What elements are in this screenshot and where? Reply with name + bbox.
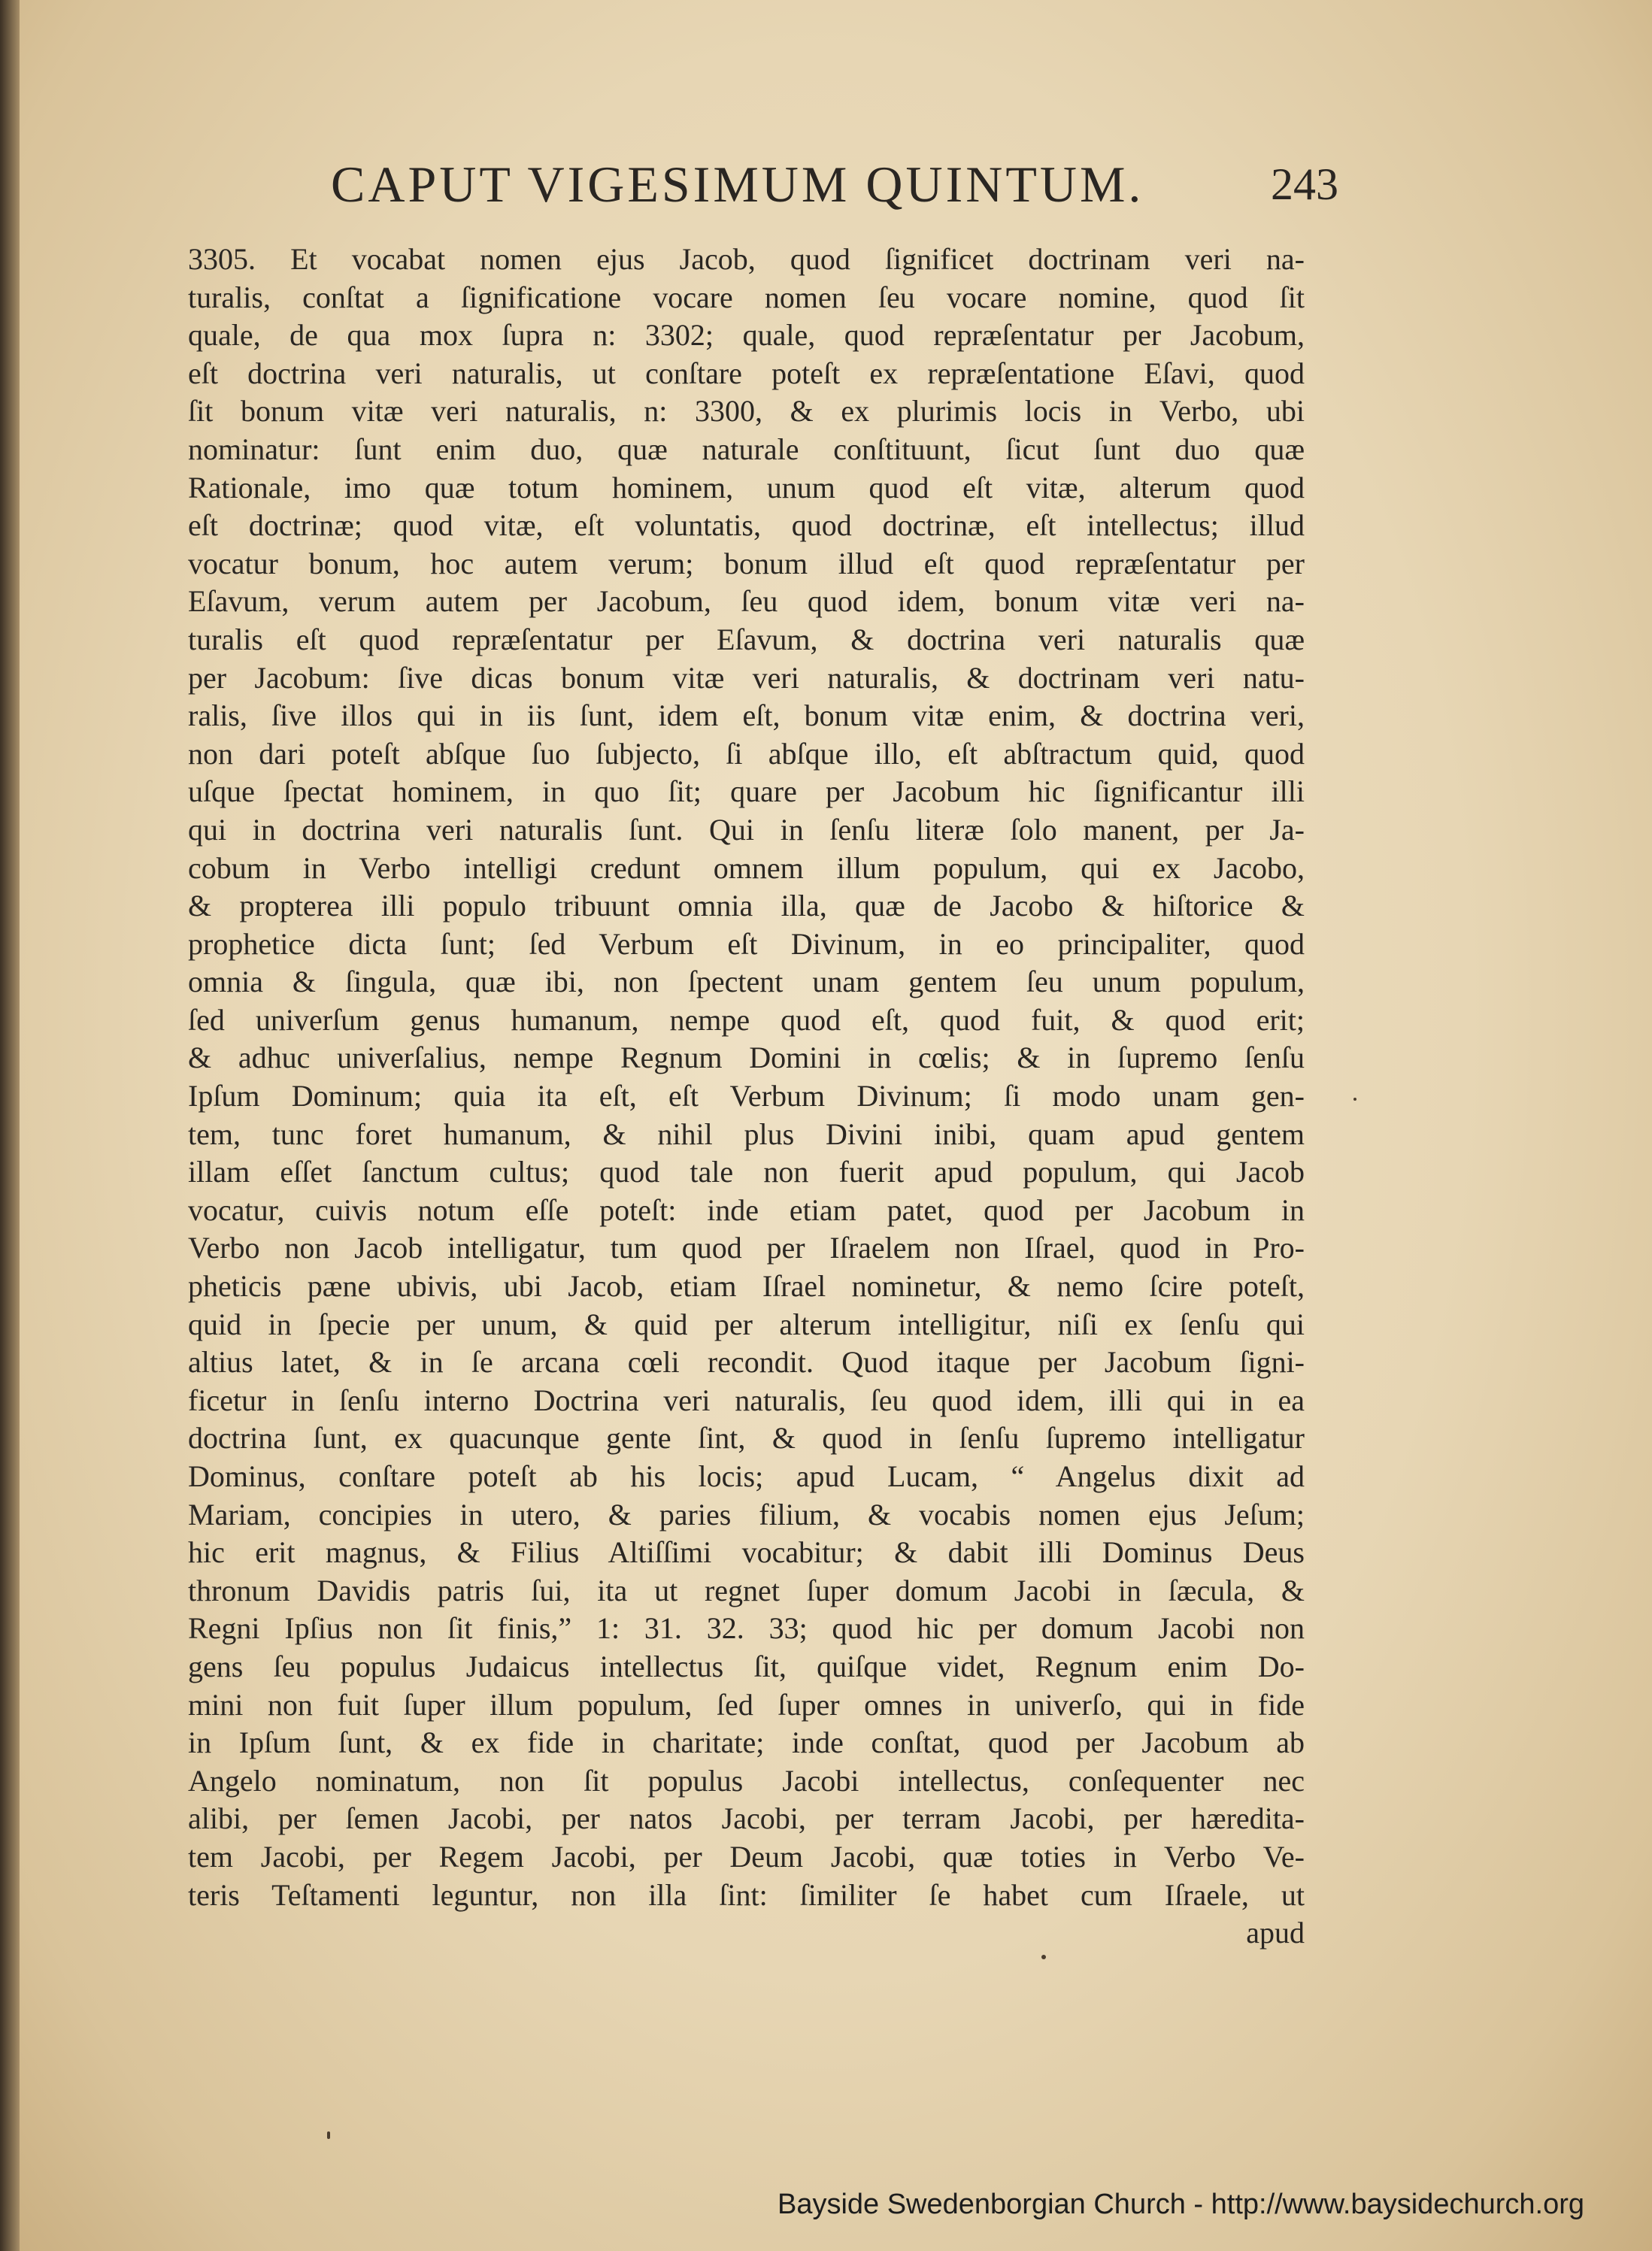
body-text	[188, 241, 1305, 1953]
paper-speck	[1353, 1098, 1356, 1101]
text-line: ſed univerſum genus humanum, nempe quod eſt, quod fuit, & quod erit;	[188, 1002, 1305, 1037]
paper-speck	[327, 2131, 330, 2139]
text-line: teris Teſtamenti leguntur, non illa ſint: ſimiliter ſe habet cum Iſraele, ut	[188, 1877, 1305, 1912]
text-line: Mariam, concipies in utero, & paries filium, & vocabis nomen ejus Jeſum;	[188, 1497, 1305, 1531]
text-line: turalis, conſtat a ſignificatione vocare nomen ſeu vocare nomine, quod ſit	[188, 280, 1305, 314]
text-line: Angelo nominatum, non ſit populus Jacobi intellectus, conſequenter nec	[188, 1763, 1305, 1798]
text-line: eſt doctrinæ; quod vitæ, eſt voluntatis, quod doctrinæ, eſt intellectus; illud	[188, 508, 1305, 543]
text-line: doctrina ſunt, ex quacunque gente ſint, & quod in ſenſu ſupremo intelligatur	[188, 1421, 1305, 1456]
text-line: quid in ſpecie per unum, & quid per alterum intelligitur, niſi ex ſenſu qui	[188, 1307, 1305, 1341]
text-line: ralis, ſive illos qui in iis ſunt, idem eſt, bonum vitæ enim, & doctrina veri,	[188, 698, 1305, 733]
text-line: mini non fuit ſuper illum populum, ſed ſuper omnes in univerſo, qui in fide	[188, 1687, 1305, 1722]
text-line: qui in doctrina veri naturalis ſunt. Qui in ſenſu literæ ſolo manent, per Ja-	[188, 812, 1305, 847]
text-line: Verbo non Jacob intelligatur, tum quod per Iſraelem non Iſrael, quod in Pro-	[188, 1231, 1305, 1265]
text-line: vocatur bonum, hoc autem verum; bonum illud eſt quod repræſentatur per	[188, 546, 1305, 580]
text-line: Eſavum, verum autem per Jacobum, ſeu quod idem, bonum vitæ veri na-	[188, 584, 1305, 619]
text-line: 3305. Et vocabat nomen ejus Jacob, quod ſignificet doctrinam veri na-	[188, 242, 1305, 276]
text-line: eſt doctrina veri naturalis, ut conſtare poteſt ex repræſentatione Eſavi, quod	[188, 356, 1305, 390]
text-line: illam eſſet ſanctum cultus; quod tale non fuerit apud populum, qui Jacob	[188, 1155, 1305, 1189]
text-line: omnia & ſingula, quæ ibi, non ſpectent unam gentem ſeu unum populum,	[188, 965, 1305, 999]
page-binding-edge	[0, 0, 20, 2251]
text-line: Rationale, imo quæ totum hominem, unum quod eſt vitæ, alterum quod	[188, 470, 1305, 504]
text-line: Ipſum Dominum; quia ita eſt, eſt Verbum Divinum; ſi modo unam gen-	[188, 1079, 1305, 1113]
text-line: ficetur in ſenſu interno Doctrina veri naturalis, ſeu quod idem, illi qui in ea	[188, 1383, 1305, 1417]
running-head: CAPUT VIGESIMUM QUINTUM.	[331, 156, 1144, 213]
text-line: uſque ſpectat hominem, in quo ſit; quare per Jacobum hic ſignificantur illi	[188, 774, 1305, 809]
text-line: vocatur, cuivis notum eſſe poteſt: inde etiam patet, quod per Jacobum in	[188, 1192, 1305, 1227]
text-line: Dominus, conſtare poteſt ab his locis; apud Lucam, “ Angelus dixit ad	[188, 1459, 1305, 1493]
text-line: in Ipſum ſunt, & ex fide in charitate; inde conſtat, quod per Jacobum ab	[188, 1725, 1305, 1760]
text-line: tem, tunc foret humanum, & nihil plus Divini inibi, quam apud gentem	[188, 1116, 1305, 1151]
watermark: Bayside Swedenborgian Church - http://www.baysidechurch.org	[777, 2189, 1584, 2220]
text-line: alibi, per ſemen Jacobi, per natos Jacobi, per terram Jacobi, per hæredita-	[188, 1801, 1305, 1836]
paper-speck	[1041, 1955, 1046, 1959]
page-header	[331, 150, 1338, 218]
text-line: per Jacobum: ſive dicas bonum vitæ veri naturalis, & doctrinam veri natu-	[188, 660, 1305, 695]
text-line: thronum Davidis patris ſui, ita ut regnet ſuper domum Jacobi in ſæcula, &	[188, 1573, 1305, 1607]
text-line: apud	[1246, 1916, 1305, 1950]
page-number: 243	[1271, 159, 1338, 209]
text-line: prophetice dicta ſunt; ſed Verbum eſt Divinum, in eo principaliter, quod	[188, 926, 1305, 961]
text-line: tem Jacobi, per Regem Jacobi, per Deum Jacobi, quæ toties in Verbo Ve-	[188, 1839, 1305, 1874]
text-line: non dari poteſt abſque ſuo ſubjecto, ſi abſque illo, eſt abſtractum quid, quod	[188, 736, 1305, 771]
text-line: & propterea illi populo tribuunt omnia illa, quæ de Jacobo & hiſtorice &	[188, 889, 1305, 923]
text-line: gens ſeu populus Judaicus intellectus ſit, quiſque videt, Regnum enim Do-	[188, 1649, 1305, 1683]
text-line: hic erit magnus, & Filius Altiſſimi vocabitur; & dabit illi Dominus Deus	[188, 1535, 1305, 1570]
text-line: altius latet, & in ſe arcana cœli recondit. Quod itaque per Jacobum ſigni-	[188, 1345, 1305, 1380]
text-line: turalis eſt quod repræſentatur per Eſavum, & doctrina veri naturalis quæ	[188, 622, 1305, 656]
text-line: quale, de qua mox ſupra n: 3302; quale, quod repræſentatur per Jacobum,	[188, 318, 1305, 353]
text-line: Regni Ipſius non ſit finis,” 1: 31. 32. 33; quod hic per domum Jacobi non	[188, 1611, 1305, 1646]
text-line: ſit bonum vitæ veri naturalis, n: 3300, & ex plurimis locis in Verbo, ubi	[188, 394, 1305, 429]
text-line: & adhuc univerſalius, nempe Regnum Domini in cœlis; & in ſupremo ſenſu	[188, 1041, 1305, 1075]
text-line: cobum in Verbo intelligi credunt omnem illum populum, qui ex Jacobo,	[188, 850, 1305, 885]
text-line: nominatur: ſunt enim duo, quæ naturale conſtituunt, ſicut ſunt duo quæ	[188, 432, 1305, 466]
text-line: pheticis pæne ubivis, ubi Jacob, etiam Iſrael nominetur, & nemo ſcire poteſt,	[188, 1269, 1305, 1304]
